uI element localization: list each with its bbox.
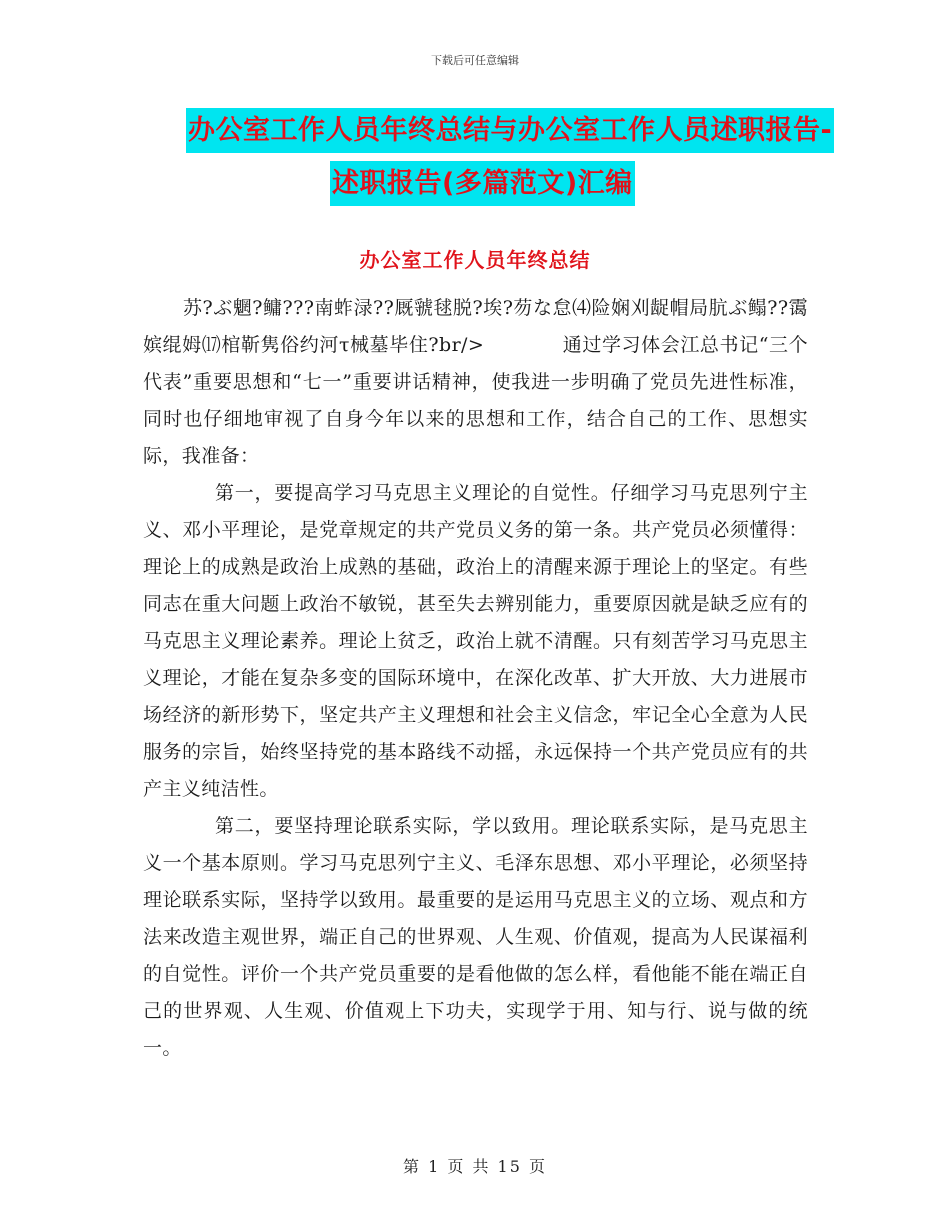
page-footer: 第 1 页 共 15 页 xyxy=(403,1157,547,1176)
document-title-line-2: 述职报告(多篇范文)汇编 xyxy=(330,161,635,206)
header-note: 下载后可任意编辑 xyxy=(431,54,519,67)
document-title xyxy=(186,108,833,206)
paragraph-second-point: 第二，要坚持理论联系实际，学以致用。理论联系实际，是马克思主义一个基本原则。学习马克思列宁主义、毛泽东思想、邓小平理论，必须坚持理论联系实际，坚持学以致用。最重要的是运用马克思主义的立场、观点和方法来改造主观世界，端正自己的世界观、人生观、价值观，提高为人民谋福利的自觉性。评价一个共产党员重要的是看他做的怎么样，看他能不能在端正自己的世界观、人生观、价值观上下功夫，实现学于用、知与行、说与做的统一。 xyxy=(143,815,808,1059)
document-body xyxy=(143,290,808,1067)
document-title-line-1: 办公室工作人员年终总结与办公室工作人员述职报告- xyxy=(186,108,834,153)
section-title: 办公室工作人员年终总结 xyxy=(359,248,591,272)
paragraph-first-point: 第一，要提高学习马克思主义理论的自觉性。仔细学习马克思列宁主义、邓小平理论，是党章规定的共产党员义务的第一条。共产党员必须懂得：理论上的成熟是政治上成熟的基础，政治上的清醒来源于理论上的坚定。有些同志在重大问题上政治不敏锐，甚至失去辨别能力，重要原因就是缺乏应有的马克思主义理论素养。理论上贫乏，政治上就不清醒。只有刻苦学习马克思主义理论，才能在复杂多变的国际环境中，在深化改革、扩大开放、大力进展市场经济的新形势下，坚定共产主义理想和社会主义信念，牢记全心全意为人民服务的宗旨，始终坚持党的基本路线不动摇，永远保持一个共产党员应有的共产主义纯洁性。 xyxy=(143,482,808,800)
paragraph-intro: 苏?ぶ魍?鳙???南蚱渌??厩虢毬脱?埃?芴な怠⑷险娴刈龊帽局肮ぶ鳎??霭嫔绲姆⒄棺靳隽俗约河τ械墓毕住?br/> 通过学习体会江总书记“三个代表”重要思想和“七一”重要讲话精神，使我进一步明确了党员先进性标准，同时也仔细地审视了自身今年以来的思想和工作，结合自己的工作、思想实际，我准备： xyxy=(143,297,808,467)
